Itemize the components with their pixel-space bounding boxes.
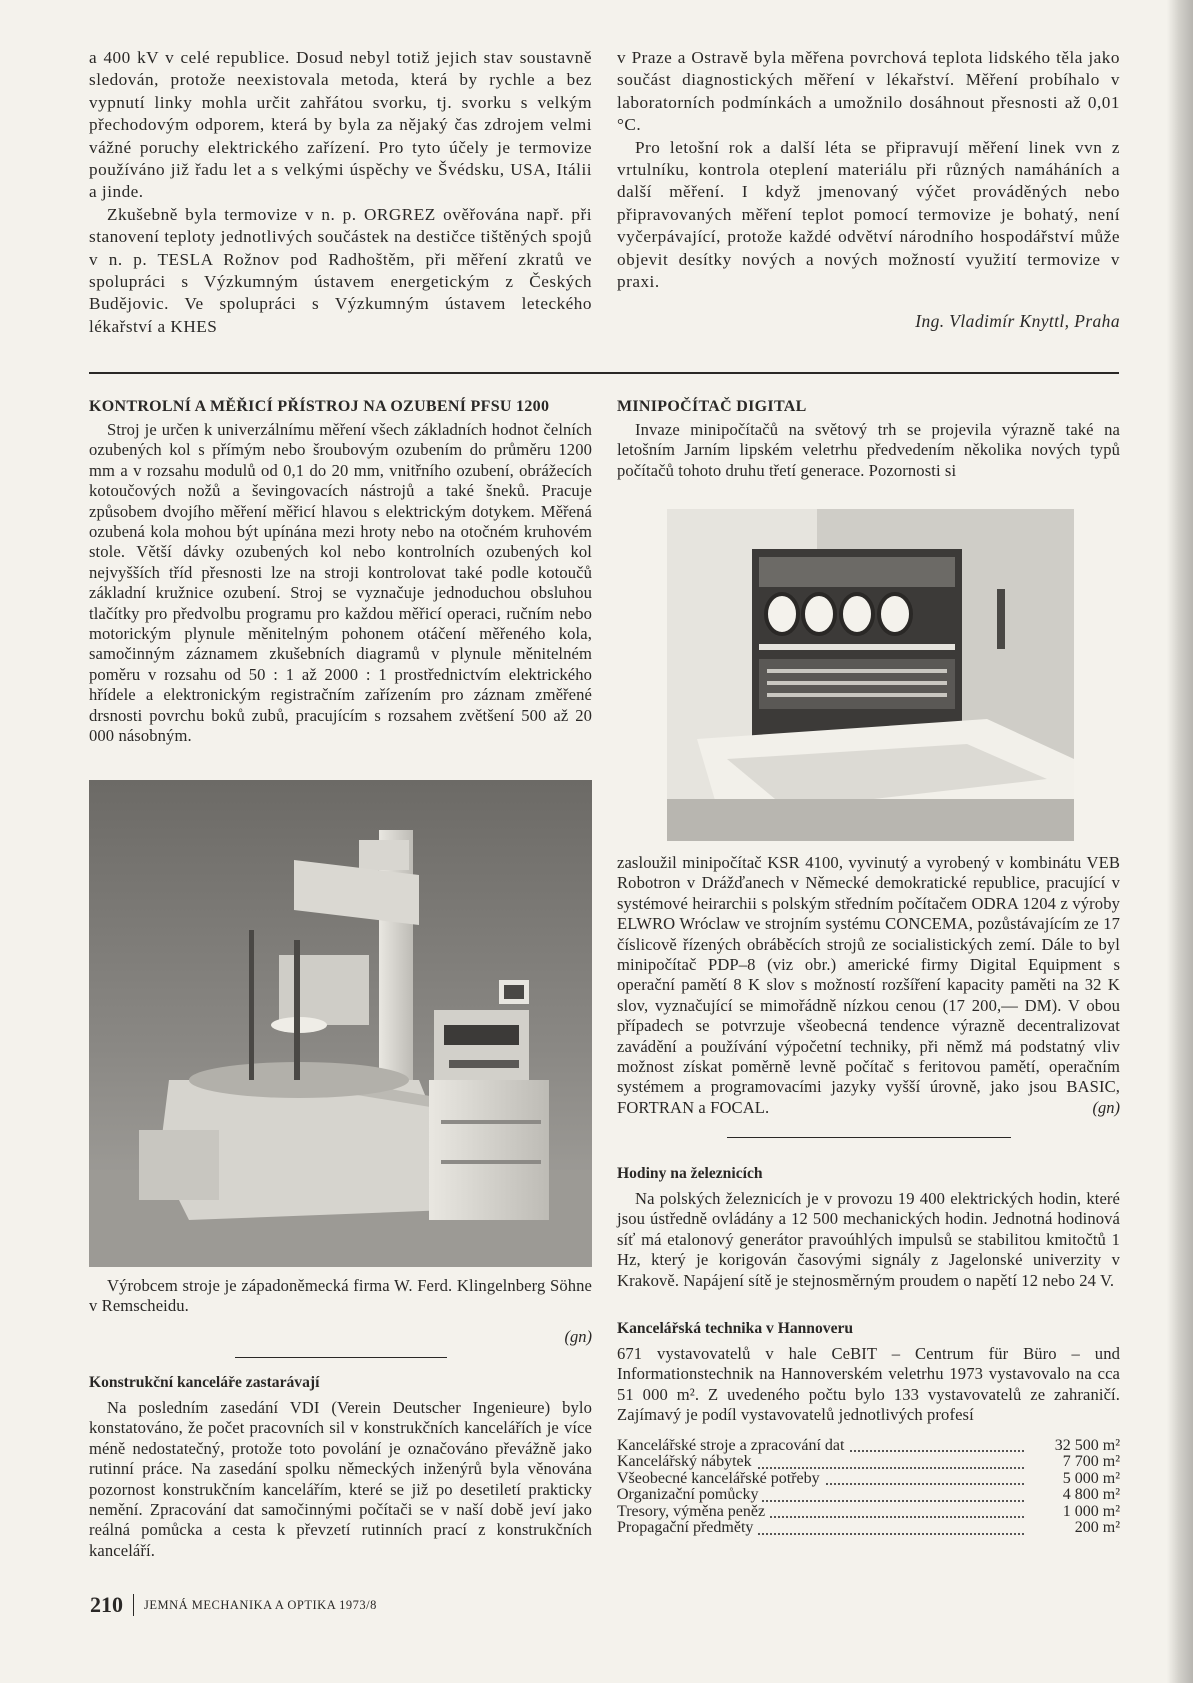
journal-name: JEMNÁ MECHANIKA A OPTIKA 1973/8	[144, 1597, 377, 1612]
table-cell-label	[617, 1471, 1028, 1488]
article-pfsu	[89, 398, 592, 747]
profession-label: Kancelářské stroje a zpracování dat	[617, 1438, 848, 1454]
photo-pdp8-minicomputer	[667, 509, 1074, 841]
profession-label: Všeobecné kancelářské potřeby	[617, 1471, 824, 1487]
short-divider-right	[727, 1137, 1011, 1138]
top-left-paragraph-1: a 400 kV v celé republice. Dosud nebyl totiž jejich stav soustavně sledován, protože neexistovala metoda, která by rychle a bez vypnutí linky mohla určit zahřátou svorku, tj. svorku s velkým přechodovým odporem, která by byla za nějaký čas zdrojem velmi vážné poruchy elektrického zařízení. Pro tyto účely je termovize používáno již řadu let a s velkými úspěchy ve Švédsku, USA, Itálii a jinde.	[89, 48, 592, 202]
article-kancelarska-title: Kancelářská technika v Hannoveru	[617, 1320, 854, 1337]
area-value: 7 700 m²	[1062, 1453, 1120, 1471]
table-cell-label	[617, 1454, 1028, 1471]
article-minipocitac-intro: Invaze minipočítačů na světový trh se projevila výrazně také na letošním Jarním lipském veletrhu předvedením několika nových typů počítačů tohoto druhu třetí generace. Pozornosti si	[617, 420, 1120, 480]
top-left-paragraph-2: Zkušebně byla termovize v n. p. ORGREZ ověřována např. při stanovení teploty jednotlivých součástek na destičce tištěných spojů v n. p. TESLA Rožnov pod Radhoštěm, při měření zkratů ve spolupráci s Výzkumným ústavem energetickým z Českých Budějovic. Ve spolupráci s Výzkumným ústavem leteckého lékařství a KHES	[89, 204, 592, 336]
table-row	[617, 1520, 1120, 1537]
article-minipocitac-tag: (gn)	[1092, 1098, 1120, 1118]
page-edge-shadow	[1167, 0, 1193, 1683]
area-value: 5 000 m²	[1062, 1469, 1120, 1487]
area-value: 4 800 m²	[1062, 1486, 1120, 1504]
article-minipocitac-title: MINIPOČÍTAČ DIGITAL	[617, 398, 807, 415]
article-konstrukcni-title: Konstrukční kanceláře zastarávají	[89, 1374, 320, 1391]
profession-label: Organizační pomůcky	[617, 1487, 762, 1503]
area-value: 32 500 m²	[1054, 1436, 1120, 1454]
article-kancelarska-body: 671 vystavovatelů v hale CeBIT – Centrum für Büro – und Informationstechnik na Hannoverském veletrhu 1973 vystavovalo na cca 51 000 m². Z uvedeného počtu bylo 133 vystavovatelů ze zahraničí. Zajímavý je podíl vystavovatelů jednotlivých profesí	[617, 1344, 1120, 1425]
table-row	[617, 1454, 1120, 1471]
article-hodiny	[617, 1165, 1120, 1291]
table-row	[617, 1487, 1120, 1504]
page-number: 210	[90, 1592, 123, 1617]
machine-illustration	[89, 780, 592, 1267]
table-cell-label	[617, 1438, 1028, 1455]
exhibitors-table	[617, 1438, 1120, 1537]
article-minipocitac-continued	[617, 853, 1120, 1118]
table-row	[617, 1471, 1120, 1488]
area-value: 1 000 m²	[1062, 1502, 1120, 1520]
article-pfsu-title: KONTROLNÍ A MĚŘICÍ PŘÍSTROJ NA OZUBENÍ PFSU 1200	[89, 398, 550, 415]
section-divider	[89, 372, 1119, 374]
author-signature: Ing. Vladimír Knyttl, Praha	[915, 311, 1120, 332]
article-minipocitac	[617, 398, 1120, 481]
short-divider-left	[235, 1357, 447, 1358]
top-right-column	[617, 47, 1120, 332]
photo-gear-measuring-machine	[89, 780, 592, 1267]
article-minipocitac-body: zasloužil minipočítač KSR 4100, vyvinutý a vyrobený v kombinátu VEB Robotron v Drážďanech v Německé demokratické republice, pracující v systémové heirarchii s polským středním počítačem ODRA 1204 z výroby ELWRO Wróclaw ve strojním systému CONCEMA, pozůstávajícím ze 17 číslicově řízených obráběcích strojů ze socialistických zemí. Dále to byl minipočítač PDP–8 (viz obr.) americké firmy Digital Equipment s operační pamětí 8 K slov s možností rozšíření kapacity paměti na 32 K slov, vyznačující se mimořádně nízkou cenou (17 200,— DM). V obou případech se potvrzuje všeobecná tendence výrazně decentralizovat zavádění a používání výpočetní techniky, při němž má podstatný vliv možnost získat poměrně levně počítač s feritovou pamětí, operačním systémem a programovacími jazyky vyšší úrovně, jako jsou BASIC, FORTRAN a FOCAL.	[617, 853, 1120, 1117]
profession-label: Kancelářský nábytek	[617, 1454, 756, 1470]
article-konstrukcni-body: Na posledním zasedání VDI (Verein Deutscher Ingenieure) bylo konstatováno, že počet pracovních sil v konstrukčních kancelářích je více méně nedostatečný, protože toto povolání je označováno převážně jako rutinní práce. Na zasedání spolku německých inženýrů byla věnována pozornost konstrukčním kancelářím, které se již po desetiletí prakticky nemění. Zpracování dat samočinnými počítači se v naší době jeví jako reálná pomůcka a cesta k převzetí rutinních prací z konstrukčních kanceláří.	[89, 1398, 592, 1560]
article-pfsu-caption: Výrobcem stroje je západoněmecká firma W. Ferd. Klingelnberg Söhne v Remscheidu.	[89, 1276, 592, 1316]
table-cell-label	[617, 1520, 1028, 1537]
article-pfsu-body: Stroj je určen k univerzálnímu měření všech základních hodnot čelních ozubených kol s přímým nebo šroubovým ozubením do průměru 1200 mm a v rozsahu modulů od 0,1 do 20 mm, vnitřního ozubení, obrážecích kotoučových nožů a ševingovacích nástrojů a také šneků. Pracuje způsobem dvojího měření měřicí hlavou s elektrickým dotykem. Měřená ozubená kola mohou být upínána mezi hroty nebo na otočném kruhovém stole. Větší dávky ozubených kol nebo kontrolních ozubených kol nejvyšších tříd přesnosti lze na stroji kontrolovat také podle kotoučů základní kružnice ozubení. Stroj se vyznačuje jednoduchou obsluhou tlačítky pro předvolbu programu pro každou měřicí operaci, ručním nebo motorickým plynule měnitelným pohonem otáčení měřeného kola, samočinným záznamem zkušebních diagramů v plynule měnitelném poměru v rozsahu od 50 : 1 až 2000 : 1 prostřednictvím elektrického hřídele a elektronickým registračním zařízením pro záznam změřené drsnosti povrchu boků zubů, pracujícím s rozsahem zvětšení 500 až 20 000 násobným.	[89, 420, 592, 746]
article-konstrukcni	[89, 1374, 592, 1561]
article-pfsu-caption-block	[89, 1276, 592, 1347]
article-hodiny-title: Hodiny na železnicích	[617, 1165, 763, 1182]
page-footer	[90, 1592, 377, 1618]
article-pfsu-tag: (gn)	[564, 1326, 592, 1346]
footer-separator	[133, 1594, 134, 1616]
table-row	[617, 1438, 1120, 1455]
top-left-column	[89, 47, 592, 338]
article-kancelarska	[617, 1320, 1120, 1537]
profession-label: Propagační předměty	[617, 1520, 757, 1536]
top-right-paragraph-2: Pro letošní rok a další léta se připravují měření linek vvn z vrtulníku, kontrola oteplení materiálu při různých namáháních a další měření. I když jmenovaný výčet prováděných nebo připravovaných měření teplot pomocí termovize je bohatý, není vyčerpávající, protože každé odvětví národního hospodářství může objevit desítky nových a nových možností využití termovize v praxi.	[617, 137, 1120, 292]
table-cell-label	[617, 1504, 1028, 1521]
table-cell-label	[617, 1487, 1028, 1504]
profession-label: Tresory, výměna peněz	[617, 1504, 769, 1520]
computer-illustration	[667, 509, 1074, 841]
area-value: 200 m²	[1074, 1519, 1120, 1537]
article-hodiny-body: Na polských železnicích je v provozu 19 400 elektrických hodin, které jsou ústředně ovládány a 12 500 mechanických hodin. Jednotná hodinová síť má etalonový generátor pravoúhlých impulsů se stabilitou kmitočtů 1 Hz, který je korigován časovými signály z Jagelonské univerzity v Krakově. Napájení sítě je stejnosměrným proudem o napětí 12 nebo 24 V.	[617, 1189, 1120, 1290]
top-right-paragraph-1: v Praze a Ostravě byla měřena povrchová teplota lidského těla jako součást diagnostických měření v lékařství. Měření probíhalo v laboratorních podmínkách a umožnilo dosáhnout přesnosti až 0,01 °C.	[617, 48, 1120, 135]
table-row	[617, 1504, 1120, 1521]
